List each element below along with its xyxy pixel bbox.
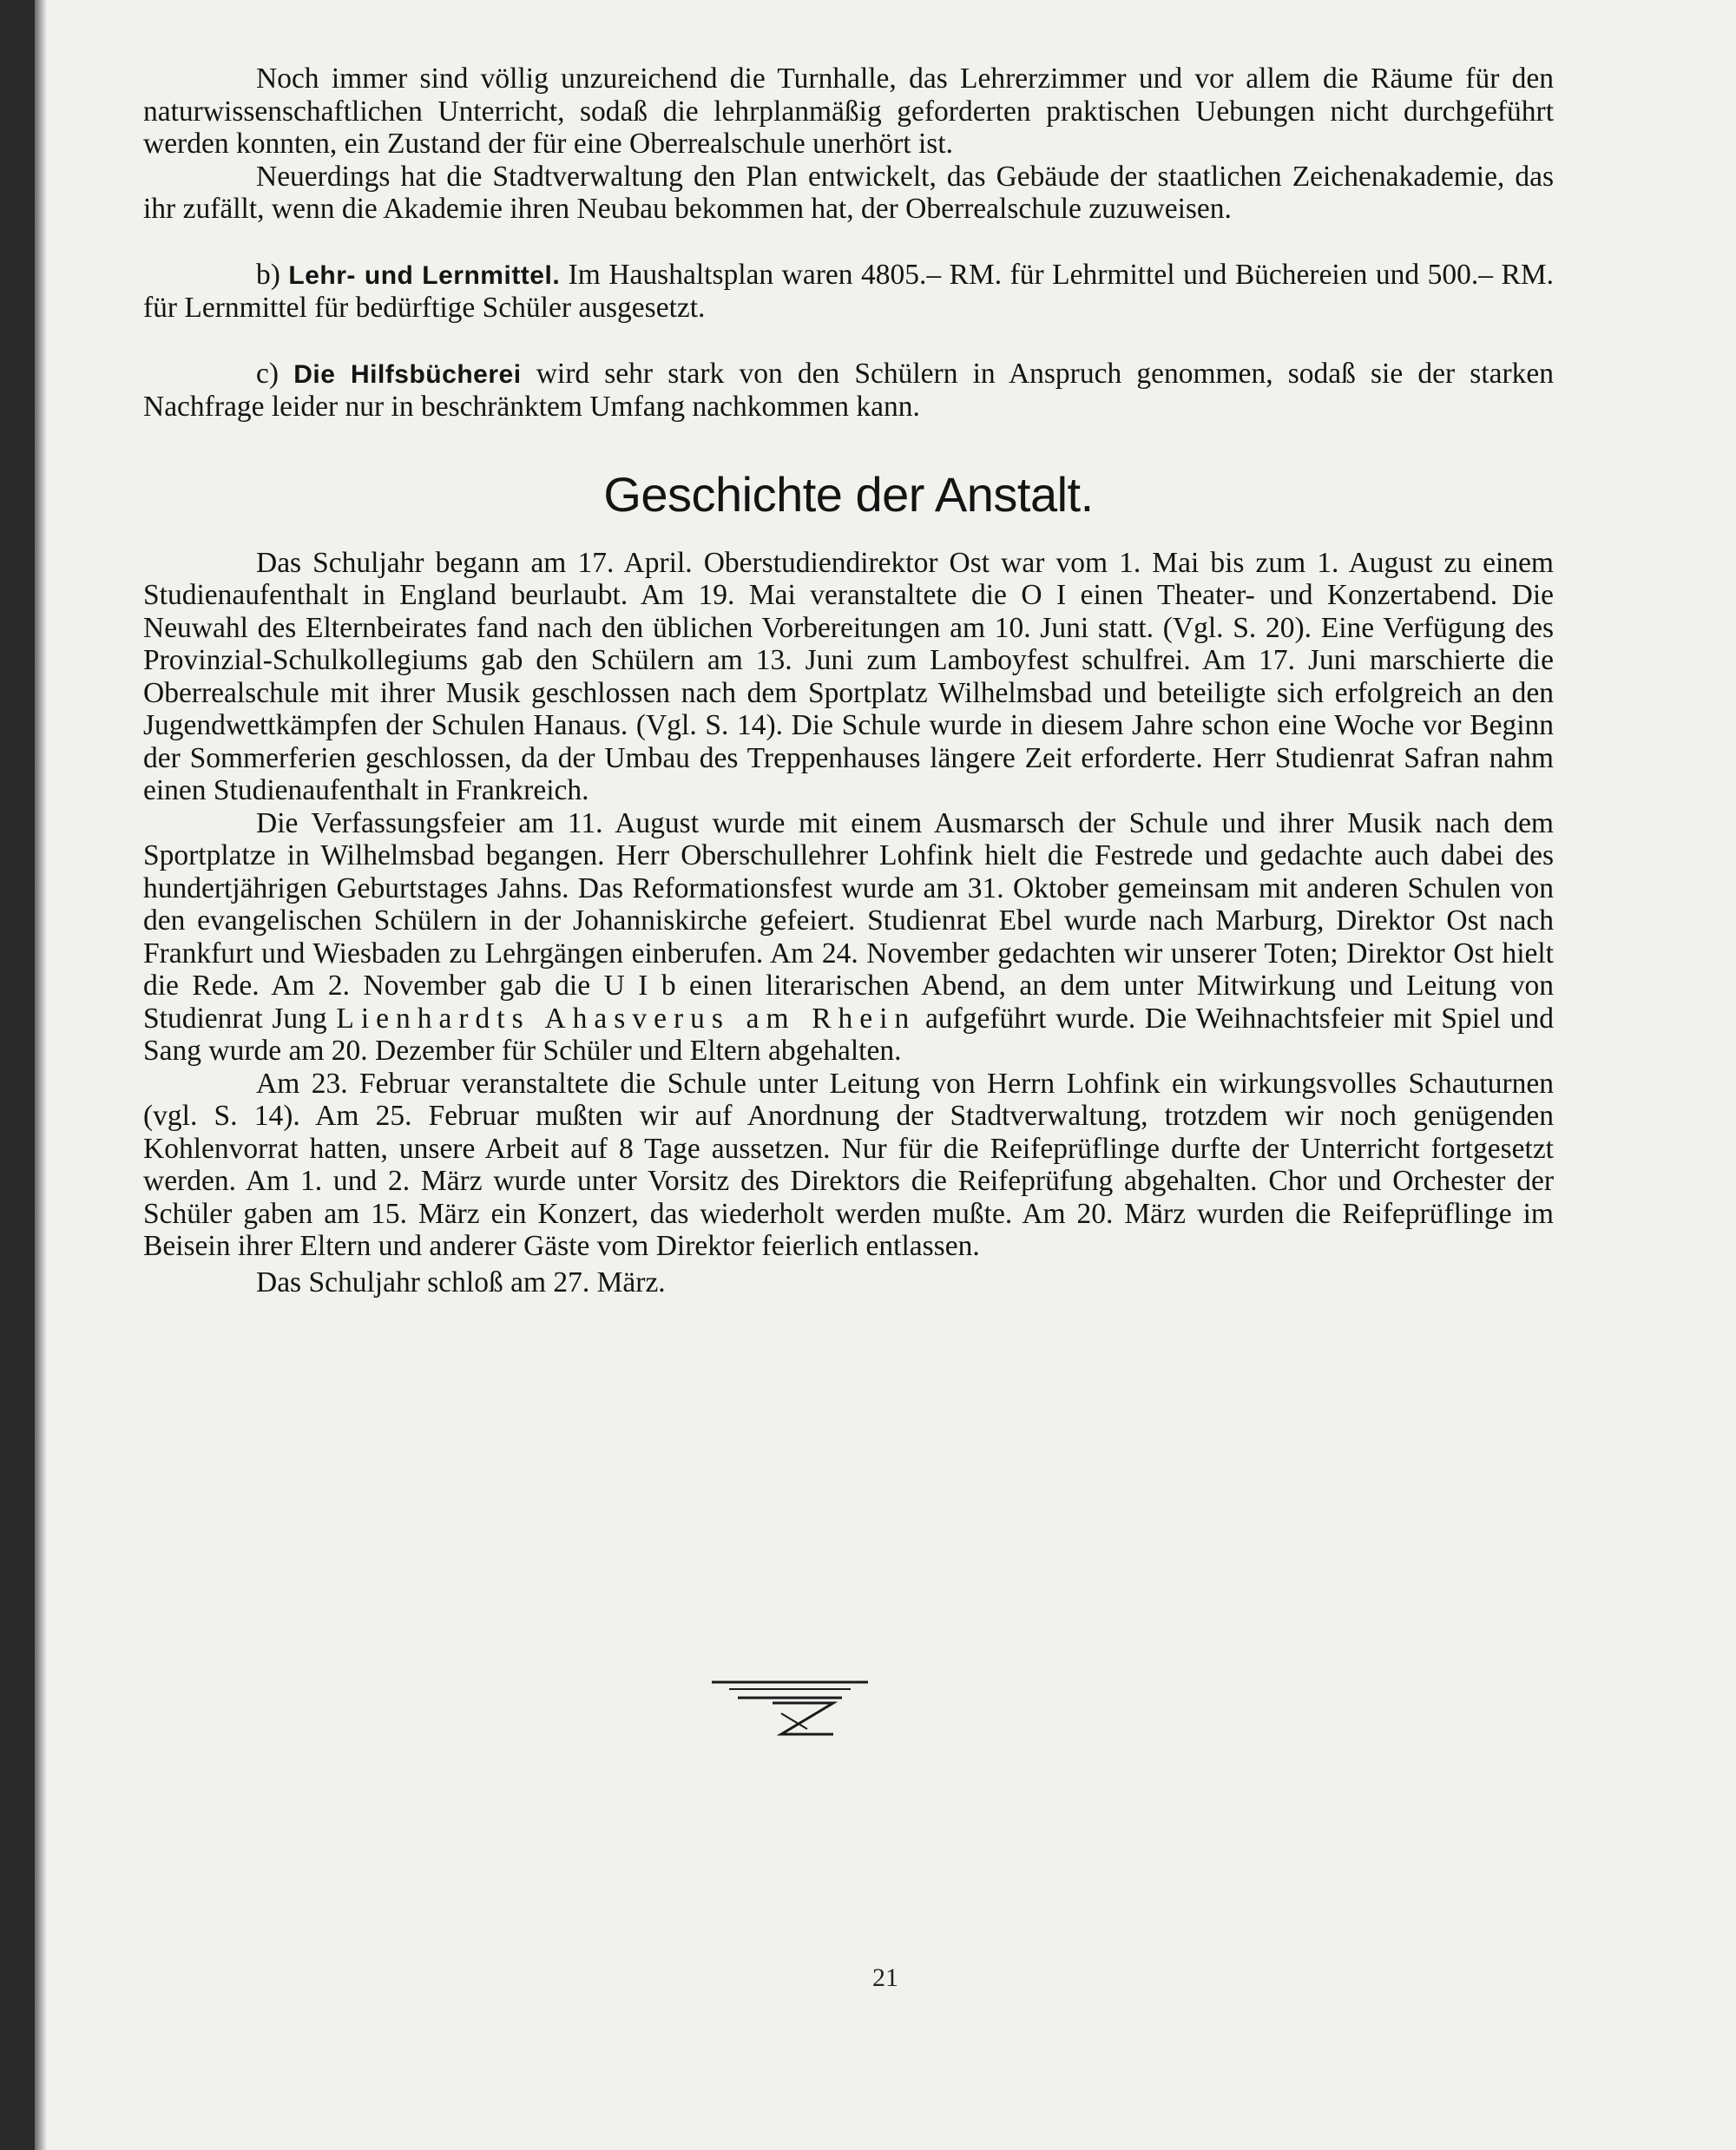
section-b-text: Im Haushaltsplan waren 4805.– RM. für Lehrmittel und Büchereien und 500.– RM. für Lernmittel für bedürftige Schüler ausgesetzt. bbox=[143, 258, 1554, 324]
history-2-text-after: aufgeführt wurde. Die Weihnachtsfeier mit Spiel und Sang wurde am 20. Dezember für Schüler und Eltern abgehalten. bbox=[143, 1002, 1555, 1067]
ornament-divider-icon bbox=[703, 1675, 877, 1745]
page-number: 21 bbox=[872, 1963, 898, 1992]
section-c-text: wird sehr stark von den Schülern in Anspruch genommen, sodaß sie der starken Nachfrage leider nur in beschränktem Umfang nachkommen kann. bbox=[143, 357, 1555, 423]
section-b-prefix: b) bbox=[256, 258, 280, 291]
section-c-label: Die Hilfsbücherei bbox=[293, 359, 522, 389]
paragraph-library bbox=[143, 358, 1554, 424]
section-b-label: Lehr- und Lernmittel. bbox=[288, 260, 561, 290]
paragraph-history-3: Am 23. Februar veranstaltete die Schule unter Leitung von Herrn Lohfink ein wirkungsvolles Schauturnen (vgl. S. 14). Am 25. Februar mußten wir auf Anordnung der Stadtverwaltung, trotzdem wir noch genügenden Kohlenvorrat hatten, unsere Arbeit auf 8 Tage aussetzen. Nur für die Reifeprüflinge durfte der Unterricht fortgesetzt werden. Am 1. und 2. März wurde unter Vorsitz des Direktors die Reifeprüfung abgehalten. Chor und Orchester der Schüler gaben am 15. März ein Konzert, das wiederholt werden mußte. Am 20. März wurden die Reifeprüflinge im Beisein ihrer Eltern und anderer Gäste vom Direktor feierlich entlassen. bbox=[143, 1067, 1554, 1262]
section-heading: Geschichte der Anstalt. bbox=[603, 466, 1094, 522]
section-c-prefix: c) bbox=[256, 357, 279, 390]
paragraph-history-2 bbox=[143, 807, 1554, 1068]
paragraph-history-1: Das Schuljahr begann am 17. April. Oberstudiendirektor Ost war vom 1. Mai bis zum 1. August zu einem Studienaufenthalt in England beurlaubt. Am 19. Mai veranstaltete die O I einen Theater- und Konzertabend. Die Neuwahl des Elternbeirates fand nach den üblichen Vorbereitungen am 10. Juni statt. (Vgl. S. 20). Eine Verfügung des Provinzial-Schulkollegiums gab den Schülern am 13. Juni zum Lamboyfest schulfrei. Am 17. Juni marschierte die Oberrealschule mit ihrer Musik geschlossen nach dem Sportplatz Wilhelmsbad und beteiligte sich erfolgreich an den Jugendwettkämpfen der Schulen Hanaus. (Vgl. S. 14). Die Schule wurde in diesem Jahre schon eine Woche vor Beginn der Sommerferien geschlossen, da der Umbau des Treppenhauses längere Zeit erforderte. Herr Studienrat Safran nahm einen Studienaufenthalt in Frankreich. bbox=[143, 546, 1554, 806]
document-page bbox=[35, 0, 1736, 2150]
paragraph-teaching-materials bbox=[143, 259, 1554, 325]
paragraph-facilities: Noch immer sind völlig unzureichend die Turnhalle, das Lehrerzimmer und vor allem die Räume für den naturwissenschaftlichen Unterricht, sodaß die lehrplanmäßig geforderten praktischen Uebungen nicht durchgeführt werden konnten, ein Zustand der für eine Oberrealschule unerhört ist. bbox=[143, 62, 1554, 160]
text-column bbox=[143, 62, 1554, 1299]
paragraph-building-plan: Neuerdings hat die Stadtverwaltung den Plan entwickelt, das Gebäude der staatlichen Zeichenakademie, das ihr zufällt, wenn die Akademie ihren Neubau bekommen hat, der Oberrealschule zuzuweisen. bbox=[143, 160, 1554, 225]
closing-line: Das Schuljahr schloß am 27. März. bbox=[256, 1266, 666, 1299]
play-title: Lienhardts Ahasverus am Rhein bbox=[336, 1002, 917, 1035]
history-2-text-before: Die Verfassungsfeier am 11. August wurde mit einem Ausmarsch der Schule und ihrer Musik nach dem Sportplatze in Wilhelmsbad begangen. Herr Oberschullehrer Lohfink hielt die Festrede und gedachte auch dabei des hundertjährigen Geburtstages Jahns. Das Reformationsfest wurde am 31. Oktober gemeinsam mit anderen Schulen von den evangelischen Schülern in der Johanniskirche gefeiert. Studienrat Ebel wurde nach Marburg, Direktor Ost nach Frankfurt und Wiesbaden zu Lehrgängen einberufen. Am 24. November gedachten wir unserer Toten; Direktor Ost hielt die Rede. Am 2. November gab die U I b einen literarischen Abend, an dem unter Mitwirkung und Leitung von Studienrat Jung bbox=[143, 806, 1554, 1035]
